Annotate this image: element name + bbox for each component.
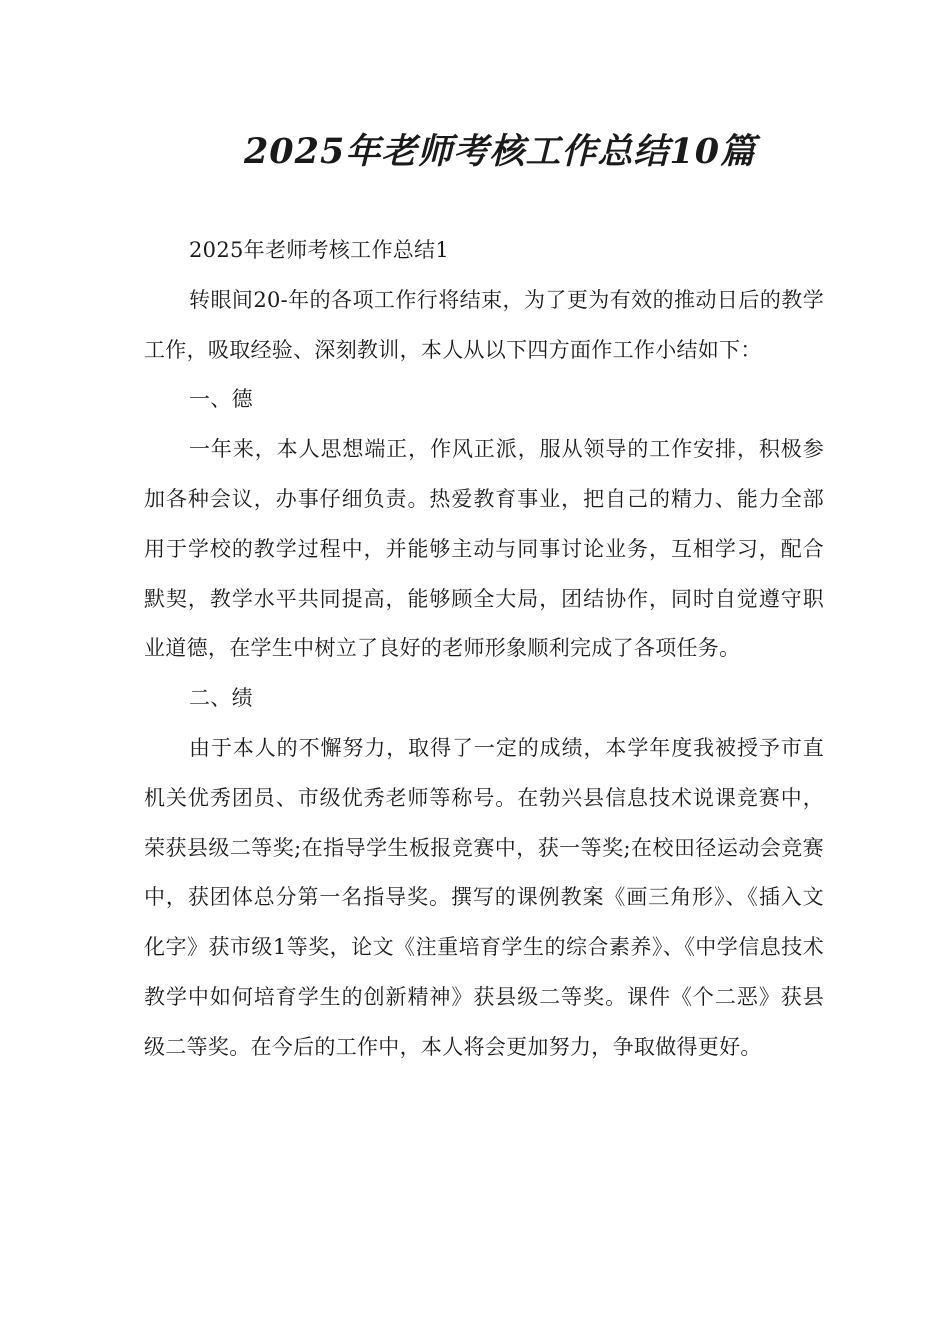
document-body — [144, 226, 824, 1073]
achievement-paragraph: 由于本人的不懈努力，取得了一定的成绩，本学年度我被授予市直机关优秀团员、市级优秀老师等称号。在勃兴县信息技术说课竞赛中，荣获县级二等奖;在指导学生板报竞赛中，获一等奖;在校田径运动会竞赛中，获团体总分第一名指导奖。撰写的课例教案《画三角形》、《插入文化字》获市级1等奖，论文《注重培育学生的综合素养》、《中学信息技术教学中如何培育学生的创新精神》获县级二等奖。课件《个二恶》获县级二等奖。在今后的工作中，本人将会更加努力，争取做得更好。 — [144, 735, 824, 1059]
virtue-paragraph: 一年来，本人思想端正，作风正派，服从领导的工作安排，积极参加各种会议，办事仔细负责。热爱教育事业，把自己的精力、能力全部用于学校的教学过程中，并能够主动与同事讨论业务，互相学习，配合默契，教学水平共同提高，能够顾全大局，团结协作，同时自觉遵守职业道德，在学生中树立了良好的老师形象顺利完成了各项任务。 — [144, 437, 824, 661]
subheading-virtue: 一、德 — [189, 387, 253, 412]
subheading-achievement: 二、绩 — [189, 686, 253, 711]
section-heading: 2025年老师考核工作总结1 — [189, 238, 450, 262]
intro-paragraph: 转眼间20-年的各项工作行将结束，为了更为有效的推动日后的教学工作，吸取经验、深刻教训，本人从以下四方面作工作小结如下： — [144, 287, 824, 362]
document-title: 2025年老师考核工作总结10篇 — [243, 131, 757, 172]
